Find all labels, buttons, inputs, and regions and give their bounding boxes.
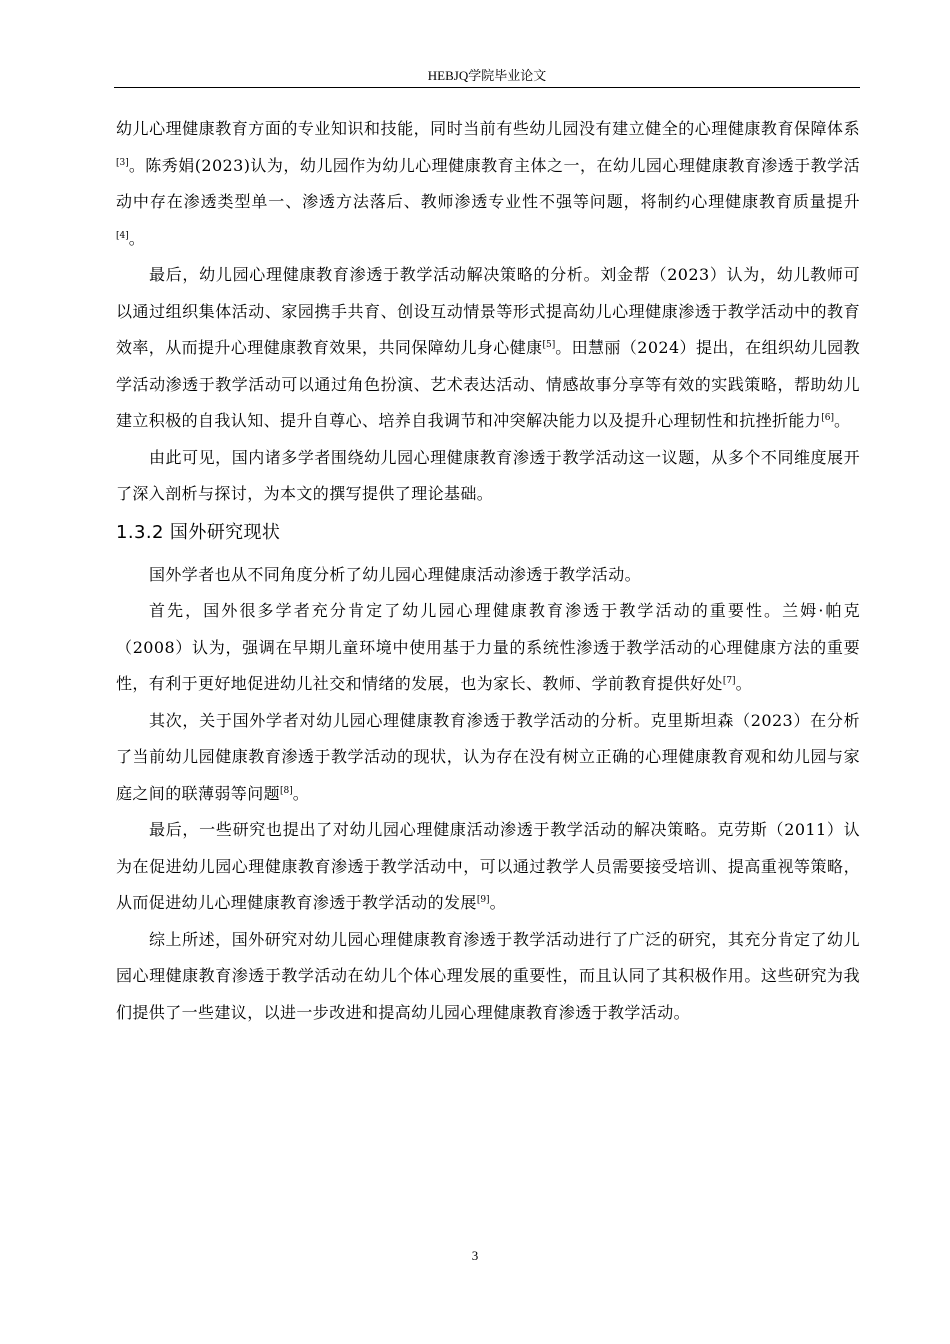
text-run: 最后，一些研究也提出了对幼儿园心理健康活动渗透于教学活动的解决策略。克劳斯（2011）认为在促进幼儿园心理健康教育渗透于教学活动中，可以通过教学人员需要接受培训、提高重视等策略，从而促进幼儿心理健康教育渗透于教学活动的发展 xyxy=(116,820,860,912)
text-run: 其次，关于国外学者对幼儿园心理健康教育渗透于教学活动的分析。克里斯坦森（2023）在分析了当前幼儿园健康教育渗透于教学活动的现状，认为存在没有树立正确的心理健康教育观和幼儿园与家庭之间的联薄弱等问题 xyxy=(116,710,860,803)
citation-reference: [8] xyxy=(280,785,293,796)
citation-reference: [9] xyxy=(476,895,490,905)
text-run: 国外学者也从不同角度分析了幼儿园心理健康活动渗透于教学活动。 xyxy=(149,564,642,584)
text-run: 。 xyxy=(735,674,752,693)
page-number: 3 xyxy=(471,1248,479,1263)
body-text xyxy=(116,111,860,1031)
citation-reference: [5] xyxy=(542,340,556,350)
body-paragraph xyxy=(116,557,860,594)
body-paragraph xyxy=(116,440,860,513)
body-paragraph xyxy=(116,703,860,813)
header-divider xyxy=(114,87,860,88)
body-paragraph xyxy=(116,593,860,703)
text-run: 最后，幼儿园心理健康教育渗透于教学活动解决策略的分析。刘金帮（2023）认为，幼儿教师可以通过组织集体活动、家园携手共育、创设互动情景等形式提高幼儿心理健康渗透于教学活动中的教育效率，从而提升心理健康教育效果，共同保障幼儿身心健康 xyxy=(116,265,860,357)
text-run: 首先，国外很多学者充分肯定了幼儿园心理健康教育渗透于教学活动的重要性。兰姆·帕克（2008）认为，强调在早期儿童环境中使用基于力量的系统性渗透于教学活动的心理健康方法的重要性，有利于更好地促进幼儿社交和情绪的发展，也为家长、教师、学前教育提供好处 xyxy=(116,601,860,693)
body-paragraph xyxy=(116,257,860,440)
text-run: 。田慧丽（2024）提出，在组织幼儿园教学活动渗透于教学活动可以通过角色扮演、艺术表达活动、情感故事分享等有效的实践策略，帮助幼儿建立积极的自我认知、提升自尊心、培养自我调节和冲突解决能力以及提升心理韧性和抗挫折能力 xyxy=(116,338,860,430)
text-run: 由此可见，国内诸多学者围绕幼儿园心理健康教育渗透于教学活动这一议题，从多个不同维度展开了深入剖析与探讨，为本文的撰写提供了理论基础。 xyxy=(116,447,860,503)
section-heading: 1.3.2 国外研究现状 xyxy=(116,521,281,543)
body-paragraph xyxy=(116,111,860,257)
text-run: 综上所述，国外研究对幼儿园心理健康教育渗透于教学活动进行了广泛的研究，其充分肯定了幼儿园心理健康教育渗透于教学活动在幼儿个体心理发展的重要性，而且认同了其积极作用。这些研究为我们提供了一些建议，以进一步改进和提高幼儿园心理健康教育渗透于教学活动。 xyxy=(116,929,860,1022)
text-run: 。 xyxy=(489,893,506,912)
text-run: 。 xyxy=(128,228,146,248)
text-run: 。陈秀娟(2023)认为，幼儿园作为幼儿心理健康教育主体之一，在幼儿园心理健康教育渗透于教学活动中存在渗透类型单一、渗透方法落后、教师渗透专业性不强等问题，将制约心理健康教育质量提升 xyxy=(116,155,860,211)
citation-reference: [4] xyxy=(116,230,129,241)
running-header: HEBJQ学院毕业论文 xyxy=(427,68,547,83)
citation-reference: [7] xyxy=(722,676,736,686)
text-run: 幼儿心理健康教育方面的专业知识和技能，同时当前有些幼儿园没有建立健全的心理健康教育保障体系 xyxy=(116,119,860,138)
citation-reference: [3] xyxy=(116,157,129,168)
text-run: 。 xyxy=(292,783,310,803)
text-run: 。 xyxy=(833,411,851,430)
body-paragraph xyxy=(116,922,860,1032)
citation-reference: [6] xyxy=(821,413,834,423)
body-paragraph xyxy=(116,812,860,922)
